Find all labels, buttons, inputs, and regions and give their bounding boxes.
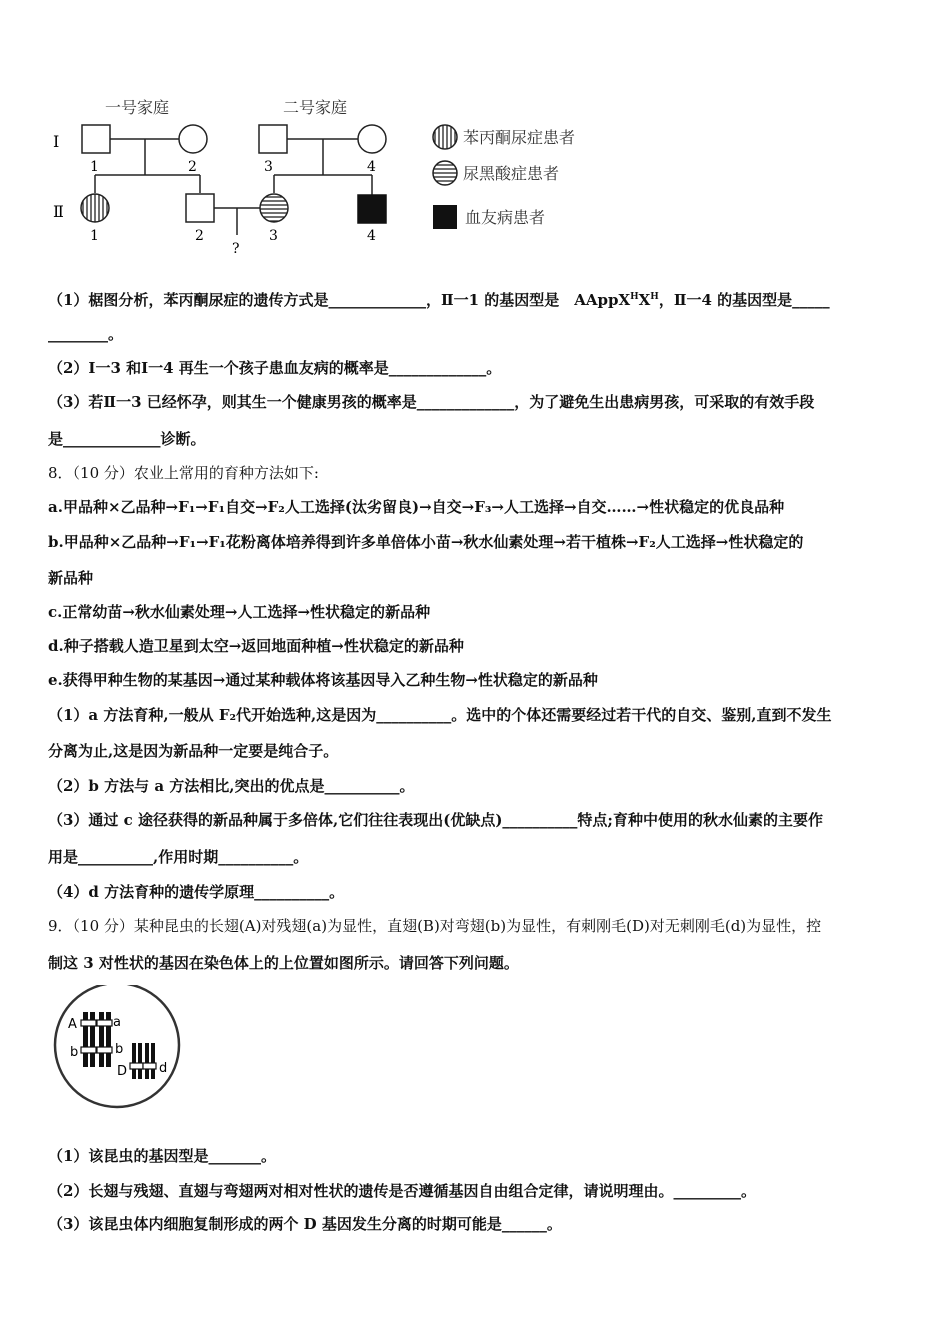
generation-2-label: Ⅱ (53, 202, 64, 221)
I3-male (259, 125, 287, 153)
q8-title: 8．（10 分）农业上常用的育种方法如下: (48, 464, 319, 482)
I1-male (82, 125, 110, 153)
q9-part3: （3）该昆虫体内细胞复制形成的两个 D 基因发生分离的时期可能是______。 (48, 1215, 562, 1233)
q8-part4: （4）d 方法育种的遗传学原理__________。 (48, 883, 345, 901)
q7-part2: （2）Ⅰ一3 和Ⅰ一4 再生一个孩子患血友病的概率是_____________。 (48, 359, 502, 377)
q8-part3-cont: 用是__________,作用时期__________。 (48, 848, 309, 866)
gene-a: a (113, 1015, 121, 1030)
II3-number: 3 (269, 228, 278, 244)
q8-part3: （3）通过 c 途径获得的新品种属于多倍体,它们往往表现出(优缺点)__________特点;育种中使用的秋水仙素的主要作 (48, 811, 823, 829)
pedigree-figure (45, 95, 615, 265)
II4-number: 4 (367, 228, 376, 244)
q7-part1-cont: ________。 (48, 325, 124, 343)
I3-number: 3 (264, 159, 273, 175)
I2-number: 2 (188, 159, 197, 175)
q8-method-a: a.甲品种×乙品种→F₁→F₁自交→F₂人工选择(汰劣留良)→自交→F₃→人工选择→自交……→性状稳定的优良品种 (48, 498, 785, 516)
I2-female (179, 125, 207, 153)
legend-hemophilia-symbol (433, 205, 457, 229)
legend-hemophilia: 血友病患者 (465, 208, 546, 227)
II1-female-pku (81, 194, 109, 222)
q7-part3: （3）若Ⅱ一3 已经怀孕，则其生一个健康男孩的概率是_____________，为了避免生出患病男孩，可采取的有效手段 (48, 393, 815, 411)
unknown-offspring: ? (232, 241, 240, 257)
q8-method-b-cont: 新品种 (48, 569, 94, 587)
family1-label: 一号家庭 (105, 98, 170, 117)
q8-method-c: c.正常幼苗→秋水仙素处理→人工选择→性状稳定的新品种 (48, 603, 431, 621)
II2-number: 2 (195, 228, 204, 244)
q9-part1: （1）该昆虫的基因型是_______。 (48, 1147, 276, 1165)
q7-part3-cont: 是_____________诊断。 (48, 430, 206, 448)
q8-part1-cont: 分离为止,这是因为新品种一定要是纯合子。 (48, 742, 339, 760)
gene-D: D (117, 1064, 128, 1079)
II4-male-hemophilia (358, 195, 386, 223)
chromosome-figure (50, 985, 185, 1110)
legend-alkaptonuria-symbol (433, 161, 457, 185)
q9-title: 9．（10 分）某种昆虫的长翅(A)对残翅(a)为显性，直翅(B)对弯翅(b)为显性，有刺刚毛(D)对无刺刚毛(d)为显性，控 (48, 917, 822, 935)
gene-b-right: b (115, 1042, 124, 1057)
q8-method-b: b.甲品种×乙品种→F₁→F₁花粉离体培养得到许多单倍体小苗→秋水仙素处理→若干植株→F₂人工选择→性状稳定的 (48, 533, 804, 551)
chromosome-svg (50, 985, 185, 1110)
q8-part1: （1）a 方法育种,一般从 F₂代开始选种,这是因为__________。选中的个体还需要经过若干代的自交、鉴别,直到不发生 (48, 706, 832, 724)
legend-alkaptonuria: 尿黑酸症患者 (463, 164, 560, 183)
family2-label: 二号家庭 (283, 98, 348, 117)
gene-b-left: b (70, 1045, 79, 1060)
q9-title-cont: 制这 3 对性状的基因在染色体上的上位置如图所示。请回答下列问题。 (48, 954, 519, 972)
I1-number: 1 (90, 159, 99, 175)
gene-A: A (68, 1017, 77, 1032)
q8-method-e: e.获得甲种生物的某基因→通过某种载体将该基因导入乙种生物→性状稳定的新品种 (48, 671, 598, 689)
II1-number: 1 (90, 228, 99, 244)
legend-pku-symbol (433, 125, 457, 149)
q8-part2: （2）b 方法与 a 方法相比,突出的优点是__________。 (48, 777, 415, 795)
II2-male (186, 194, 214, 222)
legend-pku: 苯丙酮尿症患者 (463, 128, 576, 147)
q9-part2: （2）长翅与残翅、直翅与弯翅两对相对性状的遗传是否遵循基因自由组合定律，请说明理由。_________。 (48, 1182, 756, 1200)
II3-female-alkaptonuria (260, 194, 288, 222)
pedigree-svg (45, 95, 615, 265)
I4-number: 4 (367, 159, 376, 175)
gene-d: d (159, 1061, 168, 1076)
generation-1-label: Ⅰ (53, 132, 60, 151)
q8-method-d: d.种子搭载人造卫星到太空→返回地面种植→性状稳定的新品种 (48, 637, 464, 655)
I4-female (358, 125, 386, 153)
q7-part1: （1）椐图分析，苯丙酮尿症的遗传方式是_____________，Ⅱ一1 的基因型是 $AAppX^HX^H$，Ⅱ一4 的基因型是_____ (48, 291, 830, 309)
